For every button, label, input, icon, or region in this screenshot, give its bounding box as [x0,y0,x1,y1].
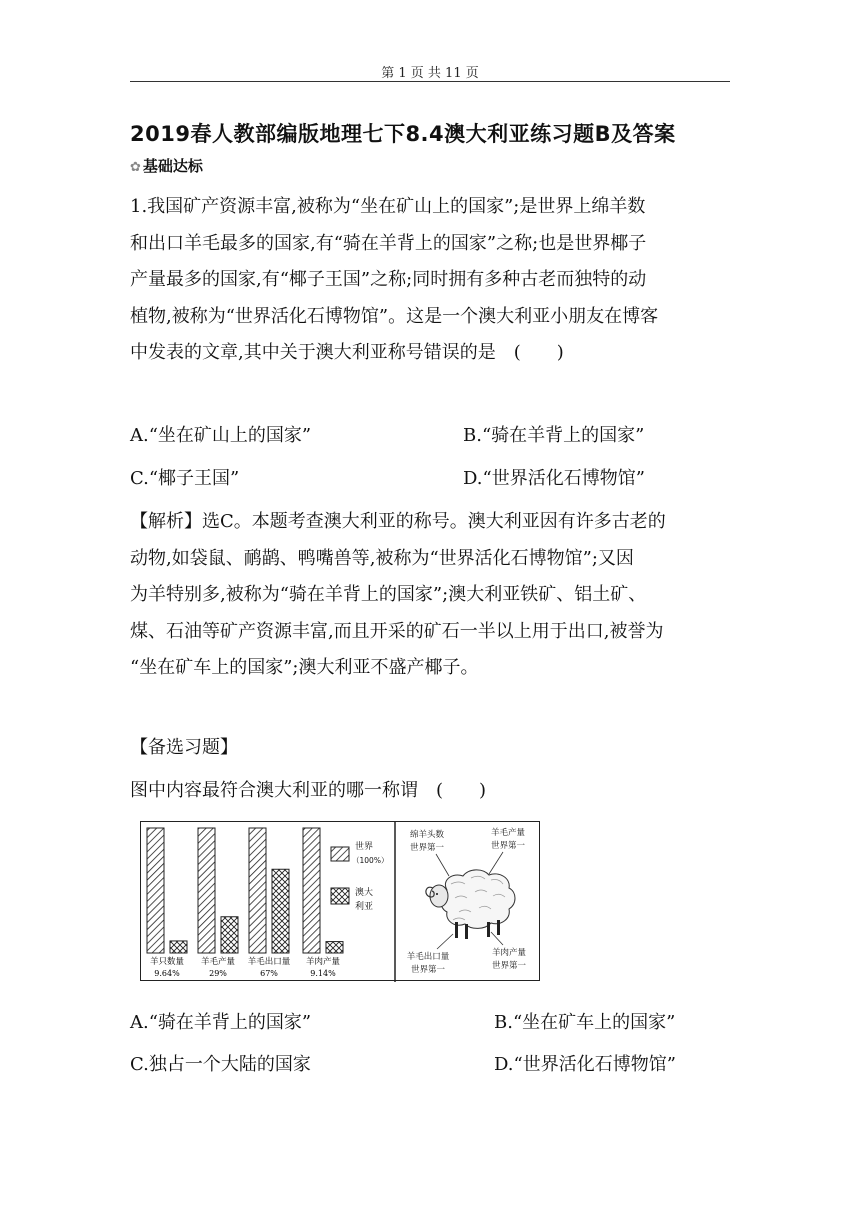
bar-world [147,828,164,953]
figure-svg [141,822,541,982]
analysis-line: 为羊特别多,被称为“骑在羊背上的国家”;澳大利亚铁矿、铝土矿、 [130,584,647,606]
legend-label-australia-2: 利亚 [355,902,374,912]
q1-option-c: C.“椰子王国” [130,468,240,489]
page-indicator: 第 1 页 共 11 页 [381,66,479,81]
extra-option-a: A.“骑在羊背上的国家” [130,1012,312,1033]
extra-question: 图中内容最符合澳大利亚的哪一称谓 ( ) [130,780,487,801]
bar-chart [147,828,343,953]
extra-option-d: D.“世界活化石博物馆” [494,1054,676,1075]
section-ornament-icon: ✿ [130,160,141,175]
bar-australia [326,942,343,953]
q1-option-d: D.“世界活化石博物馆” [463,468,645,489]
q1-option-a: A.“坐在矿山上的国家” [130,425,312,446]
analysis-line: 煤、石油等矿产资源丰富,而且开采的矿石一半以上用于出口,被誉为 [130,620,664,642]
section-heading [130,155,203,176]
bar-australia [170,941,187,953]
sheep-label-top-right-1: 羊毛产量 [490,828,526,838]
extra-option-c: C.独占一个大陆的国家 [130,1054,311,1075]
section-heading-label: 基础达标 [142,157,203,175]
question-1-line: 产量最多的国家,有“椰子王国”之称;同时拥有多种古老而独特的动 [130,269,647,291]
sheep-label-top-right-2: 世界第一 [490,841,526,851]
category-value-label: 29% [209,969,227,978]
bar-australia [272,869,289,953]
extra-heading: 【备选习题】 [130,737,238,758]
question-1-line: 中发表的文章,其中关于澳大利亚称号错误的是 ( ) [130,342,564,364]
analysis-line: “坐在矿车上的国家”;澳大利亚不盛产椰子。 [130,657,479,679]
sheep-label-top-left-2: 世界第一 [409,843,445,853]
question-1-line: 和出口羊毛最多的国家,有“骑在羊背上的国家”之称;也是世界椰子 [130,232,647,254]
question-1-line: 植物,被称为“世界活化石博物馆”。这是一个澳大利亚小朋友在博客 [130,305,659,327]
question-1-line: 1.我国矿产资源丰富,被称为“坐在矿山上的国家”;是世界上绵羊数 [130,196,646,217]
bar-world [198,828,215,953]
analysis-line: 动物,如袋鼠、鸸鹋、鸭嘴兽等,被称为“世界活化石博物馆”;又因 [130,547,634,569]
bar-world [249,828,266,953]
sheep-label-bottom-left-1: 羊毛出口量 [406,952,450,962]
category-value-label: 67% [260,969,278,978]
document-title: 2019春人教部编版地理七下8.4澳大利亚练习题B及答案 [130,122,676,146]
sheep-label-top-left-1: 绵羊头数 [409,830,445,840]
analysis [130,504,730,687]
bar-category-labels [150,956,341,978]
category-label: 羊毛产量 [200,957,236,967]
category-label: 羊肉产量 [305,957,341,967]
category-label: 羊毛出口量 [247,957,291,967]
sheep-icon [426,870,515,939]
sheep-label-bottom-right-2: 世界第一 [491,961,527,971]
category-value-label: 9.64% [154,969,180,978]
analysis-line: 【解析】选C。本题考查澳大利亚的称号。澳大利亚因有许多古老的 [130,511,666,532]
figure-box [140,821,540,981]
q1-option-b: B.“骑在羊背上的国家” [463,425,645,446]
question-1 [130,189,730,372]
legend-swatch-world [331,847,349,861]
extra-option-b: B.“坐在矿车上的国家” [494,1012,676,1033]
legend-label-world: 世界 [355,842,374,852]
category-label: 羊只数量 [149,957,185,967]
legend-label-australia-1: 澳大 [355,888,374,898]
category-value-label: 9.14% [310,969,336,978]
sheep-label-bottom-right-1: 羊肉产量 [491,948,527,958]
header-divider [130,81,730,82]
bar-world [303,828,320,953]
legend-note-world: （100%） [352,856,389,865]
bar-australia [221,917,238,953]
sheep-label-bottom-left-2: 世界第一 [410,965,446,975]
legend-swatch-australia [331,888,349,904]
